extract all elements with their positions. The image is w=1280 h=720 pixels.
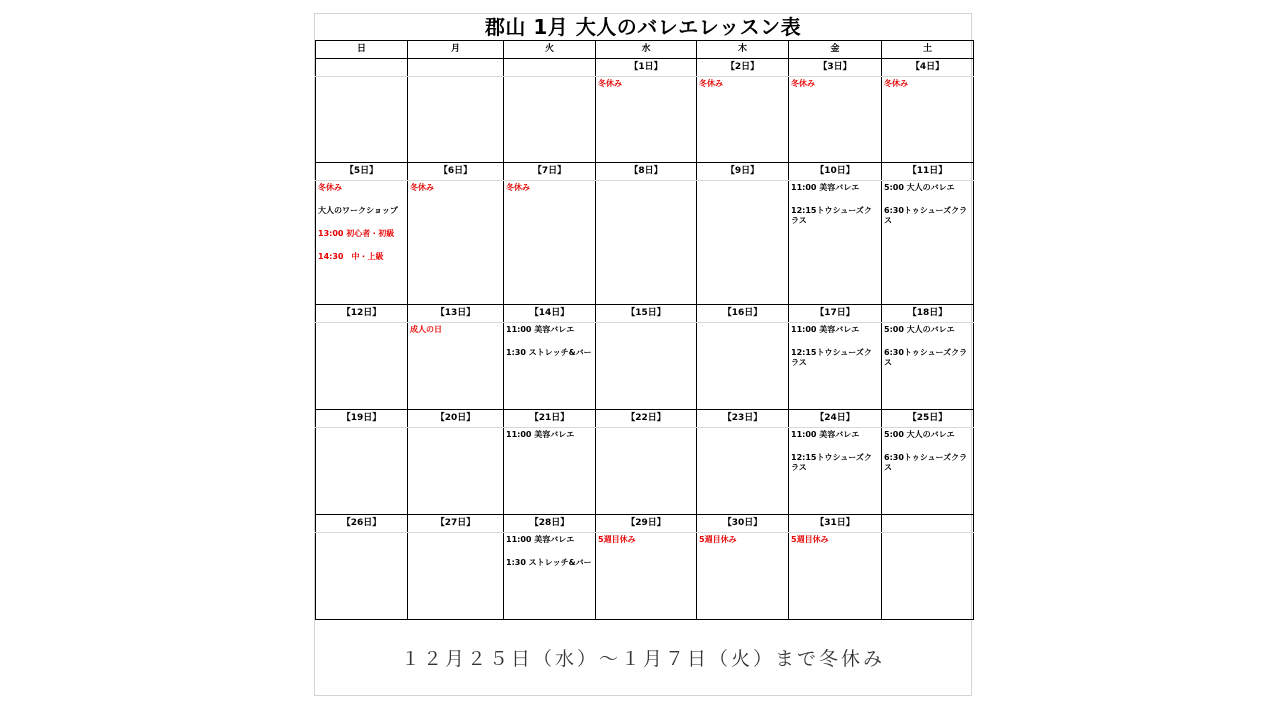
day-cell — [504, 77, 596, 163]
lesson-entry: 1:30 ストレッチ&バー — [506, 348, 592, 357]
lesson-entry: 5週目休み — [598, 535, 636, 544]
events-row — [316, 428, 974, 515]
date-label: 【7日】 — [504, 163, 596, 181]
weekday-header: 金 — [789, 41, 882, 59]
date-label: 【21日】 — [504, 410, 596, 428]
lesson-entry: 冬休み — [598, 79, 622, 88]
day-cell — [316, 181, 408, 305]
date-label: 【25日】 — [882, 410, 974, 428]
date-label: 【23日】 — [697, 410, 789, 428]
weekday-header: 火 — [504, 41, 596, 59]
date-row — [316, 59, 974, 77]
date-label — [882, 515, 974, 533]
lesson-entry: 1:30 ストレッチ&バー — [506, 558, 592, 567]
day-cell — [316, 428, 408, 515]
date-label: 【24日】 — [789, 410, 882, 428]
lesson-entry: 11:00 美容バレエ — [506, 430, 575, 439]
date-label: 【27日】 — [408, 515, 504, 533]
day-cell — [596, 428, 697, 515]
events-row — [316, 181, 974, 305]
weekday-header: 水 — [596, 41, 697, 59]
lesson-entry: 5週目休み — [791, 535, 829, 544]
date-label: 【10日】 — [789, 163, 882, 181]
day-cell — [408, 181, 504, 305]
date-label: 【16日】 — [697, 305, 789, 323]
lesson-entry: 5:00 大人のバレエ — [884, 430, 955, 439]
lesson-entry: 冬休み — [410, 183, 434, 192]
lesson-entry: 11:00 美容バレエ — [791, 183, 860, 192]
date-label: 【15日】 — [596, 305, 697, 323]
schedule-sheet — [314, 13, 972, 696]
day-cell — [697, 323, 789, 410]
holiday-notice: １２月２５日（水）～１月７日（火）まで冬休み — [400, 648, 885, 670]
day-cell — [316, 323, 408, 410]
date-label: 【13日】 — [408, 305, 504, 323]
date-label: 【28日】 — [504, 515, 596, 533]
lesson-entry: 冬休み — [318, 183, 342, 192]
day-cell — [596, 181, 697, 305]
events-row — [316, 323, 974, 410]
day-cell — [882, 77, 974, 163]
day-cell — [882, 181, 974, 305]
day-cell — [789, 428, 882, 515]
day-cell — [882, 323, 974, 410]
day-cell — [316, 77, 408, 163]
date-label: 【5日】 — [316, 163, 408, 181]
lesson-entry: 5:00 大人のバレエ — [884, 183, 955, 192]
day-cell — [596, 323, 697, 410]
weekday-header: 土 — [882, 41, 974, 59]
date-label: 【14日】 — [504, 305, 596, 323]
date-label — [316, 59, 408, 77]
date-label: 【11日】 — [882, 163, 974, 181]
day-cell — [504, 533, 596, 620]
day-cell — [408, 533, 504, 620]
lesson-entry: 冬休み — [699, 79, 723, 88]
day-cell — [882, 533, 974, 620]
lesson-entry: 冬休み — [884, 79, 908, 88]
date-label: 【1日】 — [596, 59, 697, 77]
date-label: 【18日】 — [882, 305, 974, 323]
lesson-entry: 6:30トゥシューズクラス — [884, 206, 968, 225]
date-row — [316, 410, 974, 428]
events-row — [316, 533, 974, 620]
day-cell — [789, 323, 882, 410]
lesson-entry: 12:15トウシューズクラス — [791, 206, 872, 225]
lesson-entry: 冬休み — [791, 79, 815, 88]
day-cell — [789, 77, 882, 163]
weekday-header: 木 — [697, 41, 789, 59]
lesson-entry: 13:00 初心者・初級 — [318, 229, 395, 238]
lesson-entry: 大人のワークショップ — [318, 206, 398, 215]
lesson-entry: 成人の日 — [410, 325, 442, 334]
day-cell — [697, 181, 789, 305]
lesson-entry: 6:30トゥシューズクラス — [884, 348, 968, 367]
date-label: 【26日】 — [316, 515, 408, 533]
day-cell — [789, 181, 882, 305]
calendar-grid — [315, 40, 974, 620]
weekday-header: 月 — [408, 41, 504, 59]
date-label: 【20日】 — [408, 410, 504, 428]
events-row — [316, 77, 974, 163]
day-cell — [504, 181, 596, 305]
date-label: 【22日】 — [596, 410, 697, 428]
date-label: 【8日】 — [596, 163, 697, 181]
date-label: 【9日】 — [697, 163, 789, 181]
date-row — [316, 305, 974, 323]
weekday-header-row — [316, 41, 974, 59]
lesson-entry: 14:30 中・上級 — [318, 252, 384, 261]
date-label: 【12日】 — [316, 305, 408, 323]
day-cell — [408, 77, 504, 163]
lesson-entry: 12:15トウシューズクラス — [791, 348, 872, 367]
day-cell — [697, 533, 789, 620]
lesson-entry: 11:00 美容バレエ — [791, 325, 860, 334]
date-label: 【19日】 — [316, 410, 408, 428]
lesson-entry: 6:30トゥシューズクラス — [884, 453, 968, 472]
schedule-title: 郡山 1月 大人のバレエレッスン表 — [484, 15, 802, 39]
date-label — [504, 59, 596, 77]
lesson-entry: 5:00 大人のバレエ — [884, 325, 955, 334]
date-row — [316, 163, 974, 181]
date-label: 【2日】 — [697, 59, 789, 77]
date-label: 【31日】 — [789, 515, 882, 533]
lesson-entry: 11:00 美容バレエ — [506, 325, 575, 334]
lesson-entry: 冬休み — [506, 183, 530, 192]
day-cell — [882, 428, 974, 515]
lesson-entry: 12:15トウシューズクラス — [791, 453, 872, 472]
day-cell — [697, 428, 789, 515]
day-cell — [596, 77, 697, 163]
day-cell — [316, 533, 408, 620]
date-label: 【6日】 — [408, 163, 504, 181]
day-cell — [504, 323, 596, 410]
date-label: 【29日】 — [596, 515, 697, 533]
date-label: 【4日】 — [882, 59, 974, 77]
date-label: 【3日】 — [789, 59, 882, 77]
date-row — [316, 515, 974, 533]
day-cell — [596, 533, 697, 620]
day-cell — [408, 323, 504, 410]
lesson-entry: 11:00 美容バレエ — [506, 535, 575, 544]
day-cell — [697, 77, 789, 163]
date-label: 【17日】 — [789, 305, 882, 323]
date-label — [408, 59, 504, 77]
lesson-entry: 5週目休み — [699, 535, 737, 544]
day-cell — [408, 428, 504, 515]
date-label: 【30日】 — [697, 515, 789, 533]
weekday-header: 日 — [316, 41, 408, 59]
day-cell — [504, 428, 596, 515]
lesson-entry: 11:00 美容バレエ — [791, 430, 860, 439]
day-cell — [789, 533, 882, 620]
